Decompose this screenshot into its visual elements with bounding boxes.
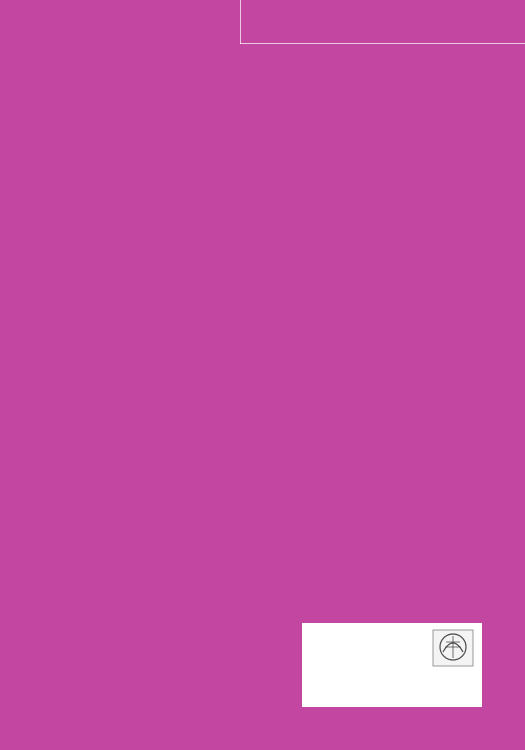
left-dotted-border — [40, 14, 44, 750]
publisher-logo — [431, 628, 475, 668]
back-cover-summary — [84, 82, 482, 89]
frame-corner-horizontal — [240, 43, 525, 44]
frame-corner-vertical — [240, 0, 242, 44]
top-dotted-border — [40, 10, 525, 14]
barcode-icon — [308, 630, 426, 680]
